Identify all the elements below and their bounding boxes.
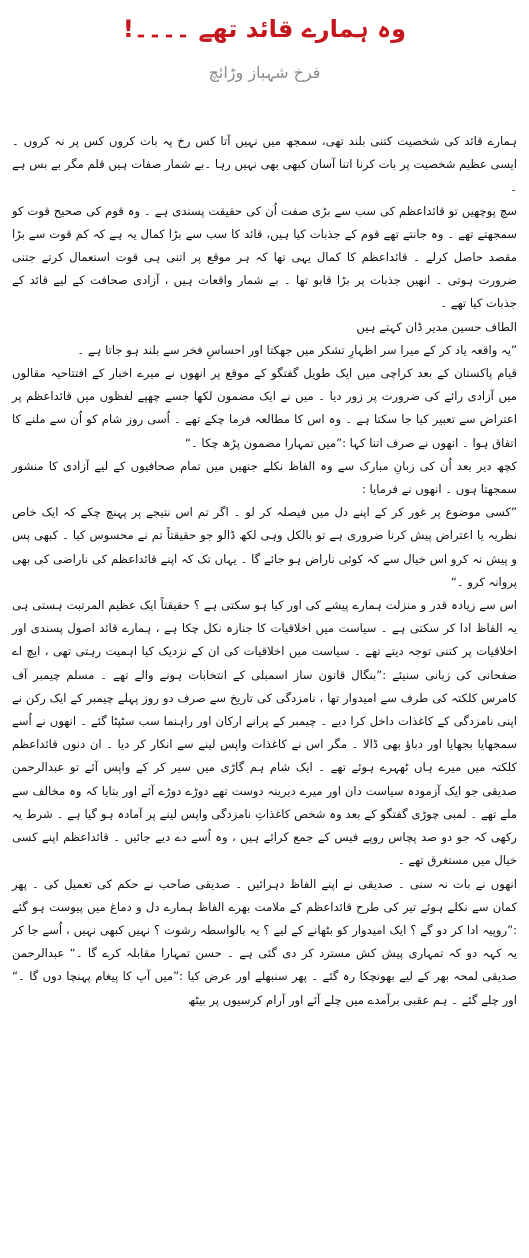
paragraph-quote: ”یہ واقعہ یاد کر کے میرا سر اظہارِ تشکر میں جھکتا اور احساسِ فخر سے بلند ہو جاتا ہے ۔ [77,342,517,357]
paragraph: قیام پاکستان کے بعد کراچی میں ایک طویل گفتگو کے موقع پر انھوں نے میرے اخبار کے افتتاحیہ مقالوں میں آزادی رائے کی ضرورت پر زور دیا ۔ میں نے ایک مضمون لکھا جسے چھپے لفظوں میں قائداعظم پر اعتراض سے تعبیر کیا جا سکتا ہے ۔ وہ اس کا مطالعہ فرما چکے تھے ۔ اُسی روز شام کو اُن سے ملنے کا اتفاق ہوا ۔ انھوں نے صرف اتنا کہا :”میں تمہارا مضمون پڑھ چکا ۔“ [12,366,517,450]
article-title: وہ ہمارے قائد تھے ۔۔۔۔! [122,15,407,43]
paragraph: الطاف حسین مدیر ڈان کہتے ہیں [356,319,517,334]
paragraph: انھوں نے بات نہ سنی ۔ صدیقی نے اپنے الفاظ دہرائیں ۔ صدیقی صاحب نے حکم کی تعمیل کی ۔ پھر کمان سے نکلے ہوئے تیر کی طرح قائداعظم کے ملامت بھرے الفاظ ہمارے دل و دماغ میں پیوست ہو گئے :”روپیہ ادا کر دو گے ؟ ایک امیدوار کو بٹھانے کے لیے ؟ یہ بالواسطہ رشوت ؟ نہیں کبھی نہیں ، اُسے جا کر یہ کہہ دو کہ تمہاری پیش کش مسترد کر دی گئی ہے ۔ حسن تمہارا مقابلہ کرے گا ۔“ عبدالرحمن صدیقی لمحہ بھر کے لیے بھونچکا رہ گئے ۔ پھر سنبھلے اور عرض کیا :”میں آپ کا پیغام پہنچا دوں گا ۔“ اور چلے گئے ۔ ہم عقبی برآمدے میں چلے آئے اور آرام کرسیوں پر بیٹھ [12,876,517,1007]
paragraph: ہمارے قائد کی شخصیت کتنی بلند تھی، سمجھ میں نہیں آتا کس رخ پہ بات کروں کس پر نہ کروں ۔ایسی عظیم شخصیت پر بات کرنا اتنا آسان کبھی بھی نہیں رہا ۔بے شمار صفات ہیں قلم مگر بے بس ہے ۔ [12,134,517,195]
article-body [12,130,517,1012]
paragraph: سچ پوچھیں تو قائداعظم کی سب سے بڑی صفت اُن کی حقیقت پسندی ہے ۔ وہ قوم کی صحیح قوت کو سمجھتے تھے ۔ وہ جانتے تھے قوم کے جذبات کیا ہیں، قائد کا سب سے بڑا کمال یہ ہے کہ کم قوت سے بڑا مقصد حاصل کرلے ۔ قائداعظم کا کمال یہی تھا کہ ہر موقع پر اتنی ہی قوت استعمال کرتے جتنی ضرورت ہوتی ۔ انھیں جذبات پر بڑا قابو تھا ۔ بے شمار واقعات ہیں ، آزادی صحافت کے لیے قائد کے جذبات کیا تھے ۔ [12,203,517,311]
paragraph: کچھ دیر بعد اُن کی زبانِ مبارک سے وہ الفاظ نکلے جنھیں میں تمام صحافیوں کے لیے آزادی کا منشور سمجھتا ہوں ۔ انھوں نے فرمایا : [12,458,517,497]
author-name: فرخ شہباز وڑائچ [208,63,321,82]
paragraph-quote: ”کسی موضوع پر غور کر کے اپنے دل میں فیصلہ کر لو ۔ اگر تم اس نتیجے پر پہنچ چکے کہ ایک خاص نظریہ یا اعتراض پیش کرنا ضروری ہے تو بالکل وہی لکھ ڈالو جو حقیقتاً تم نے محسوس کیا ۔ کبھی پس و پیش نہ کرو اس خیال سے کہ کوئی ناراض ہو جائے گا ۔ یہاں تک کہ اپنے قائداعظم کی ناراضی کی بھی پروانہ کرو ۔“ [12,505,517,589]
paragraph: اس سے زیادہ قدر و منزلت ہمارے پیشے کی اور کیا ہو سکتی ہے ؟ حقیقتاً ایک عظیم المرتبت ہستی ہی یہ الفاظ ادا کر سکتی ہے ۔ سیاست میں اخلاقیات کا جنازہ نکل چکا ہے ، ہمارے قائد اصول پسندی اور اخلاقیات پر کتنی توجہ دیتے تھے ۔ سیاست میں اخلاقیات کی ان کے نزدیک کیا اہمیت رہتی تھی ، ایچ اے صفحانی کی زبانی سنیئے :”بنگال قانون ساز اسمبلی کے انتخابات ہونے والے تھے ۔ مسلم چیمبر آف کامرس کلکتہ کی طرف سے امیدوار تھا ، نامزدگی کی تاریخ سے صرف دو روز پہلے چیمبر کے ایک رکن نے اپنی نامزدگی کے کاغذات داخل کرا دیے ۔ چیمبر کے پرانے ارکان اور راہنما سب سٹپٹا گئے ۔ انھوں نے اُسے سمجھایا بجھایا اور دباؤ بھی ڈالا ۔ مگر اس نے کاغذات واپس لینے سے انکار کر دیا ۔ ان دنوں قائداعظم کلکتہ میں میرے ہاں ٹھہرے ہوئے تھے ۔ ایک شام ہم گاڑی میں سیر کر کے واپس آئے تو عبدالرحمن صدیقی جو ایک آزمودہ سیاست دان اور میرے دیرینہ دوست تھے دوڑے دوڑے آئے اور بتایا کہ وہ مخالف سے ملے تھے ۔ لمبی چوڑی گفتگو کے بعد وہ شخص کاغذاتِ نامزدگی واپس لینے پر آمادہ ہو گیا ہے ۔ شرط یہ رکھی کہ جو دو صد پچاس روپے فیس کے جمع کرائے ہیں ، وہ اُسے دے دیے جائیں ۔ قائداعظم اپنے کسی خیال میں مستغرق تھے ۔ [12,598,517,868]
